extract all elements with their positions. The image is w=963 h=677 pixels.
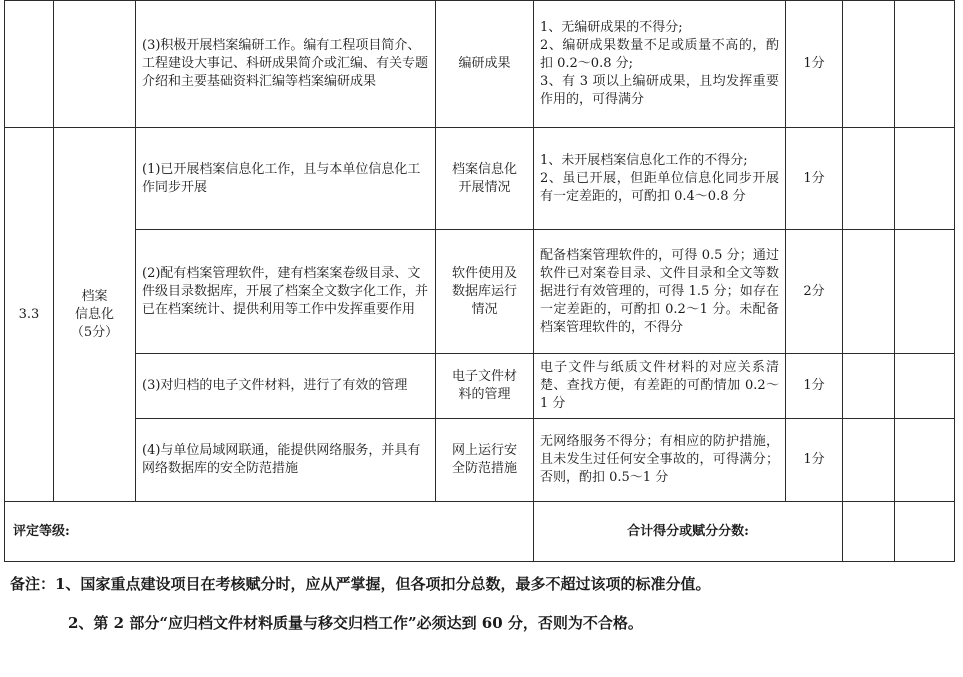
category-line: （5分）: [70, 324, 119, 340]
scoring-rules: 配备档案管理软件的，可得 0.5 分；通过软件已对案卷目录、文件目录和全文等数据进行有效管理的，可得 1.5 分；如存在一定差距的，可酌扣 0.2～1 分。未配备档案管理软件的，不得分: [534, 230, 786, 354]
remark-1: 备注：1、国家重点建设项目在考核赋分时，应从严掌握，但各项扣分总数，最多不超过该项的标准分值。: [10, 575, 711, 593]
item-description: (1)已开展档案信息化工作，且与本单位信息化工作同步开展: [136, 128, 436, 230]
scoring-rules: [534, 128, 786, 230]
item-description: (4)与单位局域网联通，能提供网络服务，并具有网络数据库的安全防范措施: [136, 419, 436, 502]
item-name: [436, 354, 534, 419]
score-input-cell[interactable]: [843, 419, 895, 502]
table-row: [5, 128, 955, 230]
score-input-cell[interactable]: [895, 354, 955, 419]
assessment-table: [4, 0, 955, 562]
item-description: (2)配有档案管理软件，建有档案案卷级目录、文件级目录数据库，开展了档案全文数字化工作，并已在档案统计、提供利用等工作中发挥重要作用: [136, 230, 436, 354]
name-line: 全防范措施: [451, 461, 517, 476]
name-line: 情况: [471, 301, 498, 317]
score-input-cell[interactable]: [843, 230, 895, 354]
name-line: 料的管理: [458, 387, 511, 402]
score-input-cell[interactable]: [843, 354, 895, 419]
table-row: [5, 502, 955, 562]
category-line: 档案: [81, 288, 108, 304]
remark-2: 2、第 2 部分“应归档文件材料质量与移交归档工作”必须达到 60 分，否则为不合格。: [68, 614, 643, 632]
item-name: [436, 230, 534, 354]
name-line: 数据库运行: [451, 283, 517, 299]
table-row: [5, 230, 955, 354]
category-line: 信息化: [74, 306, 114, 322]
rule-line: 2、虽已开展，但距单位信息化同步开展有一定差距的，可酌扣 0.4～0.8 分: [540, 170, 779, 204]
remarks: [10, 573, 955, 634]
rule-line: 1、无编研成果的不得分;: [540, 20, 683, 35]
item-name: 编研成果: [436, 1, 534, 128]
standard-score: 2分: [786, 230, 843, 354]
name-line: 档案信息化: [451, 161, 517, 177]
total-score-cell[interactable]: [843, 502, 895, 562]
scoring-rules: [534, 1, 786, 128]
table-row: [5, 419, 955, 502]
name-line: 开展情况: [458, 179, 511, 195]
standard-score: 1分: [786, 354, 843, 419]
table-row: [5, 1, 955, 128]
standard-score: 1分: [786, 128, 843, 230]
empty-cell: [5, 1, 54, 128]
scoring-rules: 无网络服务不得分；有相应的防护措施，且未发生过任何安全事故的，可得满分；否则，酌扣 0.5～1 分: [534, 419, 786, 502]
score-input-cell[interactable]: [843, 1, 895, 128]
score-input-cell[interactable]: [895, 128, 955, 230]
rule-line: 1、未开展档案信息化工作的不得分;: [540, 152, 748, 168]
item-name: [436, 128, 534, 230]
scoring-rules: 电子文件与纸质文件材料的对应关系清楚、查找方便，有差距的可酌情加 0.2～1 分: [534, 354, 786, 419]
rule-line: 2、编研成果数量不足或质量不高的，酌扣 0.2～0.8 分;: [540, 38, 779, 71]
item-description: (3)对归档的电子文件材料，进行了有效的管理: [136, 354, 436, 419]
name-line: 软件使用及: [451, 265, 517, 281]
score-input-cell[interactable]: [895, 419, 955, 502]
total-score-cell[interactable]: [895, 502, 955, 562]
empty-cell: [54, 1, 136, 128]
table-row: [5, 354, 955, 419]
score-input-cell[interactable]: [843, 128, 895, 230]
score-input-cell[interactable]: [895, 230, 955, 354]
score-input-cell[interactable]: [895, 1, 955, 128]
total-score-label: 合计得分或赋分分数:: [534, 502, 843, 562]
rule-line: 3、有 3 项以上编研成果，且均发挥重要作用的，可得满分: [540, 74, 779, 107]
standard-score: 1分: [786, 1, 843, 128]
item-description: (3)积极开展档案编研工作。编有工程项目简介、工程建设大事记、科研成果简介或汇编、有关专题介绍和主要基础资料汇编等档案编研成果: [136, 1, 436, 128]
grade-label: 评定等级:: [5, 502, 534, 562]
name-line: 电子文件材: [451, 369, 517, 384]
item-name: [436, 419, 534, 502]
standard-score: 1分: [786, 419, 843, 502]
section-category: [54, 128, 136, 502]
section-number: 3.3: [5, 128, 54, 502]
name-line: 网上运行安: [451, 443, 517, 458]
